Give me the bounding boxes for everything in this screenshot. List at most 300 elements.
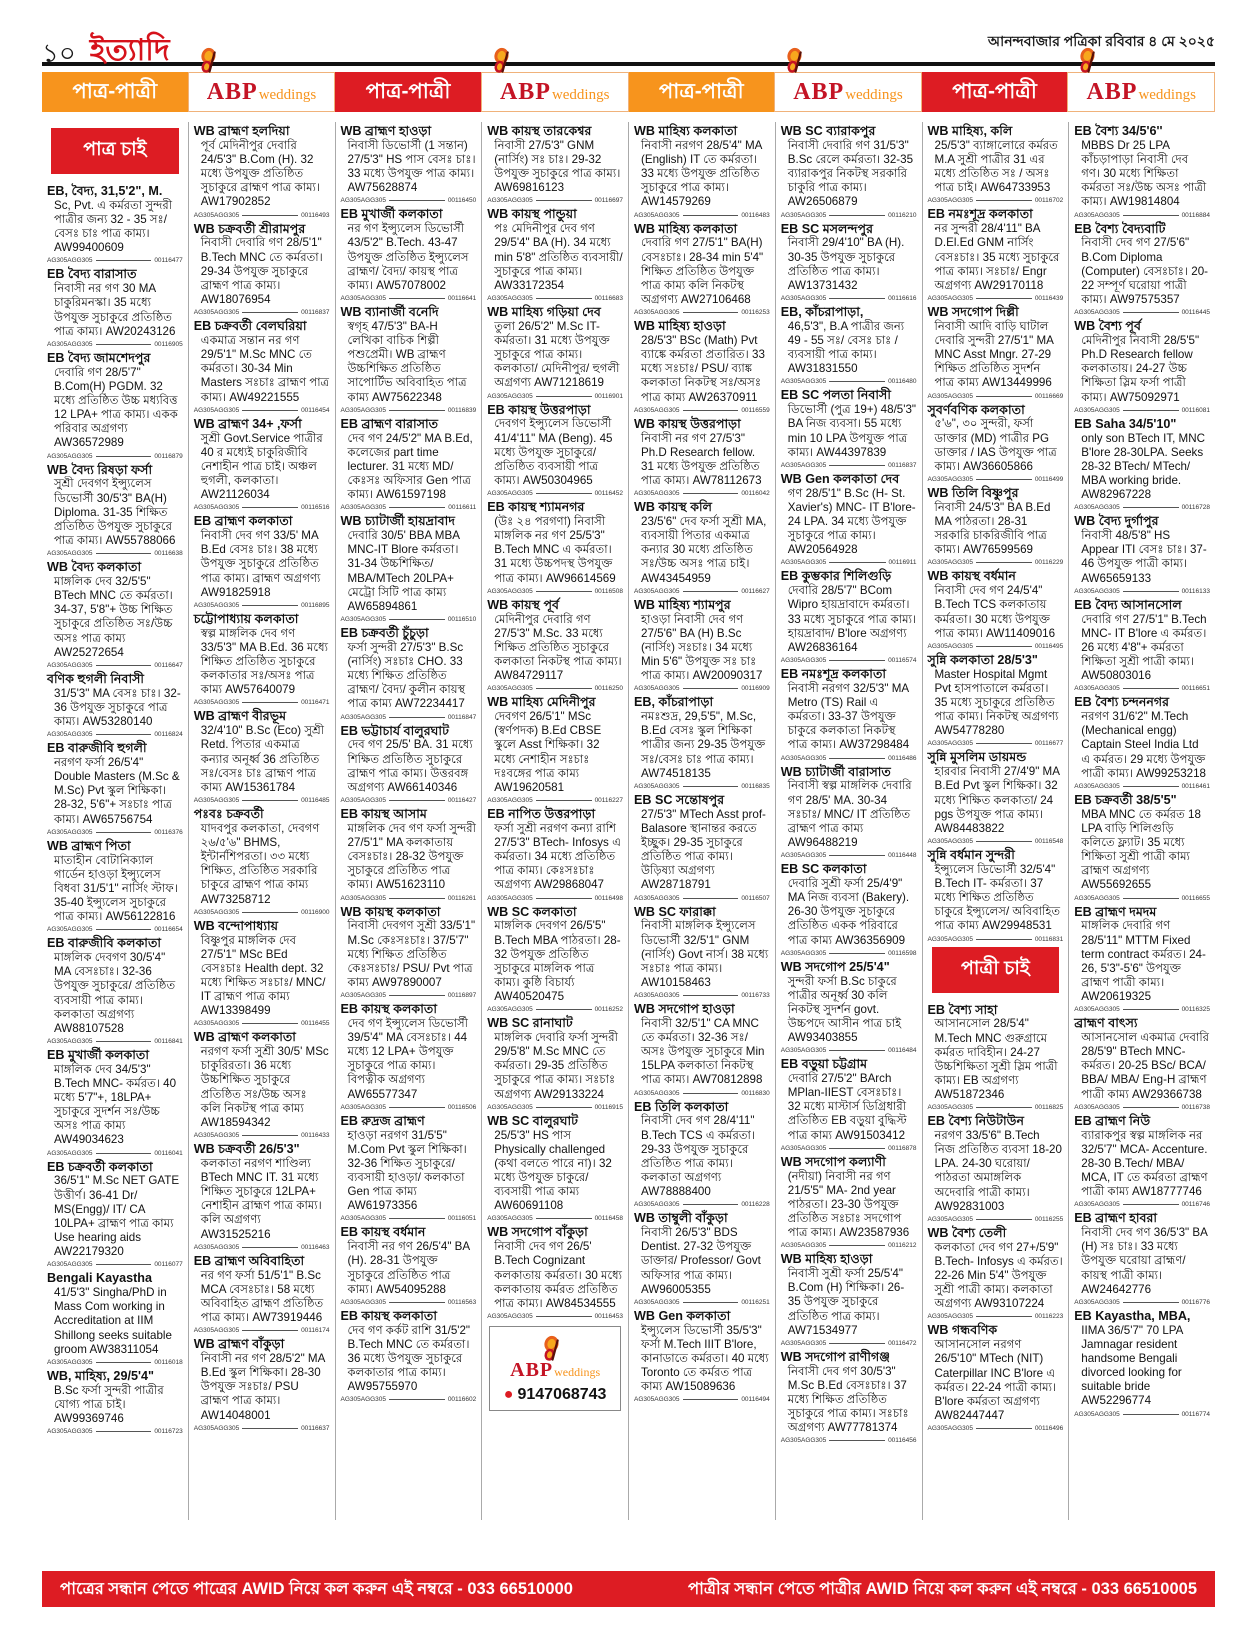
ad-agency-code: AG305AGG305 (47, 257, 93, 265)
ad-title: WB সদগোপ দিল্লী (927, 304, 1019, 319)
ad-agency-code: AG305AGG305 (47, 1037, 93, 1045)
ad-agency-code: AG305AGG305 (780, 1437, 827, 1445)
ad-agency-code: AG305AGG305 (1074, 1298, 1120, 1306)
ad-ref-number: 00116471 (301, 699, 330, 707)
ad-footer-rule (536, 493, 592, 494)
ad-agency-code: AG305AGG305 (47, 1149, 93, 1157)
ad-title: EB বড়ুয়া চট্টগ্রাম (780, 1057, 868, 1072)
banner-abp-weddings-logo (481, 72, 629, 112)
ad-footer-rule (683, 898, 739, 899)
ad-title: EB SC পলতা নিবাসী (780, 388, 891, 403)
classified-ad (634, 417, 770, 497)
ad-title: EB, কাঁচরাপাড়া (634, 695, 714, 710)
ad-title: WB কায়স্থ বর্ধমান (927, 569, 1016, 584)
ad-body-text: 32/4'10" B.Sc (Eco) সুশ্রী Retd. পিতার একমাত্র কন্যার অনূর্ধ্ব 36 প্রতিষ্ঠিত সঃ/বেসঃ চাঃ ব্রাহ্মণ পাত্র কাম্য AW15361784 (200, 724, 325, 794)
banner-row (42, 72, 1215, 112)
ad-footer-rule (1123, 215, 1179, 216)
ad-ref-number: 00116210 (888, 211, 917, 219)
classified-ad (487, 598, 623, 693)
ad-footer-rule (976, 1219, 1032, 1220)
ad-title: WB ব্রাহ্মণ পিতা (47, 838, 131, 853)
ad-footer-rule (389, 1399, 445, 1400)
ad-title: WB কায়স্থ পান্ডুয়া (487, 207, 577, 222)
weddings-logo-text: weddings (845, 86, 903, 103)
ad-ref-number: 00116493 (301, 211, 330, 219)
ad-ref-number: 00116456 (888, 1437, 917, 1445)
ad-body-text: নিবাসী দেব গণ 26/5' B.Tech Cognizant কলকাতায় কর্মরতা। 30 মধ্যে কলকাতায় কর্মরত প্রতিষ্ঠিত পাত্র কাম্য। AW84534555 (494, 1240, 623, 1310)
ad-agency-code: AG305AGG305 (780, 1339, 827, 1347)
ad-footer-rule (1123, 1009, 1179, 1010)
ad-title: EB চক্রবর্তী চুঁচুড়া (340, 625, 429, 640)
ad-body-text: নিবাসী নর গণ 27/5'3" Ph.D Research fellow. 31 মধ্যে উপযুক্ত প্রতিষ্ঠিত পাত্র কাম্য। AW78112673 (641, 431, 762, 487)
ad-ref-number: 00116252 (594, 1006, 623, 1014)
ad-footer (341, 197, 477, 204)
abp-weddings-wordmark (500, 79, 610, 106)
ad-title: WB গন্ধবণিক (927, 1323, 998, 1338)
ad-footer (1074, 1006, 1210, 1013)
ad-footer-rule (976, 939, 1032, 940)
ad-footer-rule (683, 493, 739, 494)
ad-footer (341, 714, 477, 721)
ad-title: WB কায়স্থ কলকাতা (340, 904, 441, 919)
classified-ad (1074, 1211, 1210, 1306)
ad-ref-number: 00116251 (741, 1298, 770, 1306)
ad-footer-rule (242, 215, 298, 216)
classified-ad (781, 1155, 917, 1250)
ad-agency-code: AG305AGG305 (927, 475, 974, 483)
ad-title: WB বন্দোপাধ্যায় (193, 918, 279, 933)
ad-body-text: নরগণ ফর্সা 26/5'4" Double Masters (M.Sc & M.Sc) Pvt স্কুল শিক্ষিকা। 28-32, 5'6"+ সঃচাঃ পাত্র কাম্য। AW65756754 (54, 755, 180, 826)
ad-body-text: হাওড়া নরগণ 31/5'5" M.Com Pvt স্কুল শিক্ষিকা। 32-36 শিক্ষিত সুচাকুরে/ ব্যবসায়ী হাওড়া/ কলকাতা Gen পাত্র কাম্য AW61973356 (347, 1128, 467, 1213)
classified-ad (47, 267, 183, 347)
ad-footer (634, 1299, 770, 1306)
ad-agency-code: AG305AGG305 (634, 1201, 680, 1209)
classified-ad (341, 1225, 477, 1305)
ad-agency-code: AG305AGG305 (487, 796, 533, 804)
ad-agency-code: AG305AGG305 (780, 754, 827, 762)
classified-ad (47, 351, 183, 460)
ad-agency-code: AG305AGG305 (634, 685, 680, 693)
ad-agency-code: AG305AGG305 (340, 504, 387, 512)
ad-footer-rule (96, 456, 152, 457)
ad-title: EB বৈশ্য সাহা (927, 1002, 998, 1017)
ad-title: WB ব্রাহ্মণ বীরভূম (193, 709, 287, 724)
ad-title: EB মুখার্জী কলকাতা (340, 207, 443, 222)
ad-body-text: নিবাসী দেব গণ 27/5'6" B.Com Diploma (Computer) বেসঃচাঃ। 20-22 সম্পূর্ণ ঘরোয়া পাত্রী কাম্য। AW97575357 (1081, 236, 1209, 306)
ad-title: WB চ্যাটার্জী হায়দ্রাবাদ (340, 514, 455, 529)
ad-footer-rule (96, 1431, 152, 1432)
ad-title: সুন্নি বর্ধমান সুন্দরী (927, 847, 1015, 862)
ad-footer-rule (389, 1218, 445, 1219)
ad-footer (487, 197, 623, 204)
ad-footer-rule (1123, 786, 1179, 787)
weddings-logo-text: weddings (1138, 86, 1196, 103)
ad-ref-number: 00116900 (301, 908, 330, 916)
ad-title: EB ব্রাহ্মণ নিউ (1074, 1113, 1151, 1128)
column-6 (775, 122, 922, 1520)
ad-title: EB রুদ্রজ ব্রাহ্মণ (340, 1113, 425, 1128)
ad-title: EB চক্রবর্তী কলকাতা (47, 1159, 153, 1174)
ad-ref-number: 00116774 (1181, 1410, 1210, 1418)
ad-title: WB SC ব্যারাকপুর (780, 124, 876, 138)
ad-footer (47, 550, 183, 557)
ad-footer (928, 838, 1064, 845)
classified-ad (194, 1254, 330, 1334)
classified-ad (47, 560, 183, 669)
ad-ref-number: 00116654 (154, 926, 183, 934)
ad-title: EB চক্রবর্তী 38/5'5" (1074, 792, 1177, 807)
ad-ref-number: 00116723 (154, 1428, 183, 1436)
ad-agency-code: AG305AGG305 (193, 796, 240, 804)
ad-title: WB সদগোপ কল্যাণী (780, 1154, 886, 1169)
ad-title: WB চক্রবর্তী 26/5'3" (193, 1142, 300, 1157)
ad-title: WB তিলি বিষ্ণুপুর (927, 485, 1019, 500)
classified-ad (781, 960, 917, 1055)
ad-footer (781, 657, 917, 664)
ad-ref-number: 00116507 (741, 894, 770, 902)
classified-ad (487, 500, 623, 595)
ad-footer-rule (683, 312, 739, 313)
ad-body-text: ইন্স্যুলেস ডিভোর্সী 35/5'3" ফর্সা M.Tech IIIT B'lore, কানাডাতে কর্মরতা। 40 মধ্যে Toronto তে কর্মরত পাত্র কাম্য AW15089636 (641, 1323, 769, 1394)
ad-agency-code: AG305AGG305 (487, 197, 533, 205)
ad-title: ব্রাহ্মণ বাৎস্য (1074, 1016, 1138, 1031)
ad-footer-rule (389, 200, 445, 201)
ad-footer (194, 602, 330, 609)
ad-footer-rule (96, 1153, 152, 1154)
ad-title: WB বৈদ্য রিষড়া ফর্সা (47, 462, 153, 477)
classified-ad (194, 514, 330, 609)
ad-footer (634, 992, 770, 999)
ad-footer-rule (96, 260, 152, 261)
ad-footer-rule (1123, 312, 1179, 313)
ad-footer (781, 378, 917, 385)
ad-title: WB ব্রাহ্মণ হাওড়া (340, 124, 432, 138)
ad-title: WB ব্রাহ্মণ কলকাতা (193, 1030, 296, 1045)
ad-footer (1074, 783, 1210, 790)
ad-ref-number: 00116831 (1034, 935, 1064, 943)
classified-ad (47, 672, 183, 738)
classified-ad (194, 1337, 330, 1432)
ad-footer-rule (683, 410, 739, 411)
ad-agency-code: AG305AGG305 (927, 559, 974, 567)
ad-title: WB বৈদ্য দুর্গাপুর (1074, 514, 1159, 529)
ad-ref-number: 00116677 (1034, 740, 1064, 748)
ad-footer-rule (536, 1009, 592, 1010)
ad-body-text: নিবাসী 27/5'3" GNM (নার্সিং) সঃ চাঃ। 29-32 উপযুক্ত সুচাকুরে পাত্র কাম্য। AW69816123 (494, 138, 621, 195)
ad-footer (47, 341, 183, 348)
column-8 (1068, 122, 1215, 1520)
ad-footer-rule (829, 660, 885, 661)
ad-footer (1074, 407, 1210, 414)
ad-footer (928, 1216, 1064, 1223)
banner-label: পাত্র-পাত্রী (659, 79, 744, 103)
ad-footer (194, 212, 330, 219)
ad-agency-code: AG305AGG305 (340, 1215, 387, 1223)
ad-footer-rule (96, 665, 152, 666)
ad-ref-number: 00116463 (301, 1243, 330, 1251)
ad-agency-code: AG305AGG305 (47, 661, 93, 669)
ad-ref-number: 00116477 (154, 257, 183, 265)
classified-ad (634, 124, 770, 219)
ad-footer (634, 588, 770, 595)
ad-title: EB বৈশ্য চন্দননগর (1074, 695, 1170, 710)
ad-agency-code: AG305AGG305 (340, 294, 387, 302)
ad-body-text: 46,5'3", B.A পাত্রীর জন্য 49 - 55 সঃ/ বেসঃ চাঃ /ব্যবসায়ী পাত্র কাম্য। AW31831550 (787, 319, 905, 376)
ad-footer-rule (389, 619, 445, 620)
ad-body-text: MBBS Dr 25 LPA কাঁচড়াপাড়া নিবাসী দেব গণ। 30 মধ্যে শিক্ষিতা কর্মরতা সঃ/উচ্চ অসঃ পাত্রী কাম্য। AW19814804 (1081, 138, 1207, 209)
ad-footer (194, 504, 330, 511)
ad-title: WB মাহিষ্য, কলি (927, 124, 1013, 138)
banner-patra-patri-5 (629, 72, 775, 112)
ad-agency-code: AG305AGG305 (780, 294, 827, 302)
ad-title: EB বারুজীবি কলকাতা (47, 936, 162, 951)
ad-body-text: যাদবপুর কলকাতা, দেবগণ ২৬/৫'৬" BHMS, ইন্টার্নশিপরতা। ৩৩ মধ্যে শিক্ষিত, প্রতিষ্ঠিত সরকারি চাকুরে ব্রাহ্মণ পাত্র কাম্য AW73258712 (200, 821, 320, 906)
ad-ref-number: 00116480 (888, 378, 917, 386)
ad-body-text: নমঃশুদ্র, 29,5'5", M.Sc, B.Ed বেসঃ স্কুল শিক্ষিকা পাত্রীর জন্য 29-35 উপযুক্ত সঃ/বেসঃ চাঃ পাত্র কাম্য। AW74518135 (641, 710, 766, 780)
ad-footer (634, 895, 770, 902)
ad-footer-rule (683, 1204, 739, 1205)
column-4 (481, 122, 628, 1520)
ad-ref-number: 00116498 (594, 894, 623, 902)
ad-agency-code: AG305AGG305 (927, 197, 974, 205)
ad-footer-rule (829, 465, 885, 466)
ad-footer (781, 852, 917, 859)
ad-footer (487, 490, 623, 497)
classified-ad (194, 709, 330, 804)
ad-body-text: 27/5'3" MTech Asst prof- Balasore স্থানান্তর করতে ইচ্ছুক। 29-35 সুচাকুরে প্রতিষ্ঠিত পাত্র কাম্য। উড়িষ্যা অগ্রগণ্য AW28718791 (641, 807, 766, 892)
ad-agency-code: AG305AGG305 (193, 1327, 240, 1335)
ad-title: WB ব্রাহ্মণ 34+ ,ফর্সা (193, 416, 302, 431)
classified-ad (928, 124, 1064, 204)
ad-title: WB চক্রবর্তী শ্রীরামপুর (193, 221, 306, 236)
classified-ad (928, 305, 1064, 400)
ad-footer-rule (829, 1050, 885, 1051)
ad-ref-number: 00116450 (447, 197, 477, 205)
classified-ad (1074, 319, 1210, 414)
ad-footer (47, 731, 183, 738)
ad-ref-number: 00116427 (447, 796, 477, 804)
ad-ref-number: 00116878 (888, 1144, 917, 1152)
ad-footer (487, 588, 623, 595)
bullet-icon: ● (503, 1386, 514, 1404)
ad-ref-number: 00116495 (1034, 642, 1064, 650)
ad-ref-number: 00116253 (741, 309, 770, 317)
ad-title: EB, বৈদ্য, 31,5'2", M. (47, 184, 163, 198)
page-number: ১০ (42, 38, 76, 68)
classified-ad (1074, 124, 1210, 219)
ad-footer (634, 1090, 770, 1097)
classified-ad (47, 839, 183, 934)
ad-body-text: পঃ মেদিনীপুর দেব গণ 29/5'4" BA (H). 34 মধ্যে min 5'8" প্রতিষ্ঠিত ব্যবসায়ী/ সুচাকুরে পাত্র কাম্য। AW33172354 (494, 222, 623, 292)
ad-agency-code: AG305AGG305 (634, 587, 680, 595)
ad-title: সুন্নি কলকাতা 28/5'3" (927, 652, 1038, 667)
ad-title: WB SC কলকাতা (487, 904, 577, 919)
ad-body-text: নিবাসী দেবারি গণ 28/5'1" B.Tech MNC তে কর্মরতা। 29-34 উপযুক্ত সুচাকুরে ব্রাহ্মণ পাত্র কাম্য। AW18076954 (200, 236, 323, 306)
classified-ad (341, 724, 477, 804)
ad-ref-number: 00116830 (741, 1089, 770, 1097)
ad-title: WB মাহিষ্য হাওড়া (634, 319, 726, 334)
ad-agency-code: AG305AGG305 (47, 340, 93, 348)
banner-patra-patri-3 (335, 72, 481, 112)
ad-ref-number: 00116454 (301, 406, 330, 414)
ad-agency-code: AG305AGG305 (780, 656, 827, 664)
ad-title: WB ব্রাহ্মণ বাঁকুড়া (193, 1337, 285, 1352)
classified-ad (341, 124, 477, 204)
ad-footer-rule (242, 1135, 298, 1136)
ad-body-text: নিবাসী 29/4'10" BA (H). 30-35 উপযুক্ত সুচাকুরে প্রতিষ্ঠিত পাত্র কাম্য। AW13731432 (787, 236, 905, 292)
ad-footer (781, 559, 917, 566)
ad-footer (487, 685, 623, 692)
classified-ad (634, 1309, 770, 1404)
ad-footer-rule (536, 396, 592, 397)
ad-body-text: নরগণ 33/5'6" B.Tech নিজ প্রতিষ্ঠিত ব্যবসা 18-20 LPA. 24-30 ঘরোয়া/ পাঠরতা অমাঙ্গলিক অদেবারি পাত্রী কাম্য। AW92831003 (934, 1129, 1062, 1213)
ad-title: EB কায়স্থ উত্তরপাড়া (487, 402, 591, 417)
ad-agency-code: AG305AGG305 (193, 1132, 240, 1140)
banner-patra-patri-1 (42, 72, 188, 112)
classified-ad (487, 1114, 623, 1223)
ad-body-text: দেবারি 28/5'7" BCom Wipro হায়দ্রাবাদে কর্মরতা। 33 মধ্যে সুচাকুরে পাত্র কাম্য। হায়দ্রাবাদ/ B'lore অগ্রগণ্য AW26836164 (787, 584, 917, 654)
ad-footer-rule (389, 1107, 445, 1108)
ad-agency-code: AG305AGG305 (1074, 504, 1120, 512)
ad-ref-number: 00116133 (1181, 587, 1210, 595)
ad-ref-number: 00116483 (741, 211, 770, 219)
ad-agency-code: AG305AGG305 (634, 406, 680, 414)
classified-ad (194, 612, 330, 707)
ad-title: WB মাহিষ্য গড়িয়া দেব (487, 304, 601, 319)
ad-footer (928, 643, 1064, 650)
ad-body-text: Master Hospital Mgmt Pvt হাসপাতালে কর্মরতা। 35 মধ্যে সুচাকুরে প্রতিষ্ঠিত পাত্র কাম্য। নিকটস্থ অগ্রগণ্য AW54778280 (934, 667, 1059, 738)
ad-ref-number: 00116229 (1034, 559, 1064, 567)
ad-agency-code: AG305AGG305 (340, 992, 387, 1000)
ad-ref-number: 00116458 (594, 1215, 623, 1223)
ad-body-text: (উঃ ২৪ পরগণা) নিবাসী মাঙ্গলিক নর গণ 25/5'3" B.Tech MNC এ কর্মরতা। 31 মধ্যে উচ্চপদস্থ উপযুক্ত পাত্র কাম্য। AW96614569 (494, 514, 616, 585)
classified-ad (781, 1252, 917, 1347)
ad-footer-rule (536, 688, 592, 689)
classified-ad (47, 1048, 183, 1157)
ad-footer (634, 212, 770, 219)
ad-footer-rule (829, 1440, 885, 1441)
ad-body-text: ইন্স্যুলেস ডিভোর্সী 32/5'4" B.Tech IT- কর্মরতা। 37 মধ্যে শিক্ষিত প্রতিষ্ঠিত চাকুরে ইন্স্যুলেস/ অবিবাহিত পাত্র কাম্য AW29948531 (934, 862, 1061, 933)
ad-ref-number: 00116837 (301, 309, 330, 317)
ad-footer-rule (1123, 898, 1179, 899)
ad-ref-number: 00116895 (301, 601, 330, 609)
ad-ref-number: 00116909 (741, 685, 770, 693)
ad-footer-rule (242, 800, 298, 801)
ad-agency-code: AG305AGG305 (487, 685, 533, 693)
ad-agency-code: AG305AGG305 (927, 1313, 974, 1321)
ad-footer (194, 1132, 330, 1139)
ad-agency-code: AG305AGG305 (634, 309, 680, 317)
classified-ad (928, 1003, 1064, 1112)
ad-body-text: 28/5'3" BSc (Math) Pvt ব্যাঙ্কে কর্মরতা প্রতারিত। 33 মধ্যে সঃচাঃ/ PSU/ ব্যাঙ্ক কলকাতা নিকটস্থ সঃ/অসঃ পাত্র কাম্য AW26370911 (641, 333, 765, 404)
ad-footer (1074, 1411, 1210, 1418)
ad-title: EB ব্রাহ্মণ দমদম (1074, 904, 1157, 919)
ad-agency-code: AG305AGG305 (487, 1215, 533, 1223)
ad-agency-code: AG305AGG305 (927, 935, 974, 943)
ad-title: WB চ্যাটার্জী বারাসাত (780, 764, 891, 779)
ad-footer (194, 909, 330, 916)
ad-body-text: আসানসোল নরগণ 26/5'10" MTech (NIT) Caterpillar INC B'lore এ কর্মরত। 22-24 পাত্রী কাম্য। B'lore কর্মরতা অগ্রগণ্য AW82447447 (934, 1338, 1057, 1423)
ad-body-text: নিবাসী 26/5'3" BDS Dentist. 27-32 উপযুক্ত ডাক্তার/ Professor/ Govt অফিসার পাত্র কাম্য। AW96005355 (641, 1226, 761, 1296)
classified-ad (634, 695, 770, 790)
ad-agency-code: AG305AGG305 (193, 211, 240, 219)
abp-logo-text: ABP (206, 78, 258, 105)
footer-contact-bar (42, 1571, 1215, 1607)
ad-footer-rule (976, 1428, 1032, 1429)
ad-body-text: মাঙ্গলিক দেবারি গণ 28/5'11" MTTM Fixed term contract কর্মরত। 24-26, 5'3"-5'6" উপযুক্ত ব্রাহ্মণ পাত্রী কাম্য। AW20619325 (1081, 919, 1206, 1004)
classified-ad (47, 1369, 183, 1435)
ad-ref-number: 00116837 (888, 461, 917, 469)
ad-agency-code: AG305AGG305 (927, 837, 974, 845)
ad-ref-number: 00116847 (447, 713, 477, 721)
ad-title: EB কায়স্থ কলকাতা (340, 1002, 437, 1017)
ad-footer (487, 1104, 623, 1111)
ad-title: EB SC কলকাতা (780, 862, 867, 877)
ad-title: EB ব্রাহ্মণ অবিবাহিতা (193, 1253, 305, 1268)
ad-body-text: দেবারি 27/5'2" BArch MPlan-IIEST বেসঃচাঃ। 32 মধ্যে মাস্টার্স ডিগ্রিধারী প্রতিষ্ঠিত EB বড়ুয়া বুদ্ধিস্ট পাত্র কাম্য AW91503412 (787, 1072, 907, 1142)
ad-agency-code: AG305AGG305 (193, 504, 240, 512)
ad-agency-code: AG305AGG305 (780, 461, 827, 469)
abp-weddings-wordmark (1086, 79, 1196, 106)
ad-agency-code: AG305AGG305 (1074, 1006, 1120, 1014)
ad-ref-number: 00116651 (1181, 685, 1210, 693)
ad-body-text: 25/5'3" ব্যাঙ্গালোরে কর্মরত M.A সুশ্রী পাত্রীর 31 এর মধ্যে প্রতিষ্ঠিত সঃ / অসঃ পাত্র চাই। AW64733953 (934, 138, 1058, 195)
ad-agency-code: AG305AGG305 (1074, 587, 1120, 595)
ad-title: WB সদগোপ হাওড়া (634, 1002, 735, 1017)
ad-ref-number: 00116776 (1181, 1298, 1210, 1306)
ad-footer-rule (389, 800, 445, 801)
ad-footer (781, 1242, 917, 1249)
ad-body-text: নিবাসী 48/5'8" HS Appear ITI বেসঃ চাঃ। 37-46 উপযুক্ত পাত্রী কাম্য। AW65659133 (1081, 529, 1207, 585)
classified-ad (487, 1225, 623, 1320)
ad-ref-number: 00116655 (1181, 894, 1210, 902)
ad-footer (928, 1313, 1064, 1320)
ad-ref-number: 00116611 (448, 504, 477, 512)
ad-footer-rule (536, 1218, 592, 1219)
ad-body-text: ডিভোর্সী (পুত্র 19+) 48/5'3" BA নিজ ব্যবসা। 55 মধ্যে min 10 LPA উপযুক্ত পাত্র কাম্য। AW44397839 (787, 403, 917, 459)
ad-footer-rule (242, 1428, 298, 1429)
ad-body-text: ৫'৬", ৩০ সুন্দরী, ফর্সা ডাক্তার (MD) পাত্রীর PG ডাক্তার / IAS উপযুক্ত পাত্র কাম্য। AW36605866 (934, 417, 1057, 473)
ad-footer (1074, 685, 1210, 692)
classified-ad (634, 793, 770, 902)
ad-footer (47, 1150, 183, 1157)
ad-agency-code: AG305AGG305 (634, 1396, 680, 1404)
butterfly-icon (783, 47, 813, 77)
ad-ref-number: 00116559 (741, 406, 770, 414)
classified-ad (341, 1309, 477, 1404)
ad-footer (1074, 504, 1210, 511)
ad-body-text: দেবারি গণ 27/5'1" BA(H) বেসঃচাঃ। 28-34 min 5'4" শিক্ষিত প্রতিষ্ঠিত উপযুক্ত পাত্র কাম্য কলি নিকটস্থ অগ্রগণ্য AW27106468 (641, 236, 764, 306)
ad-footer-rule (683, 688, 739, 689)
ad-footer-rule (683, 1093, 739, 1094)
ad-body-text: নিবাসী মাঙ্গলিক ইন্স্যুলেস ডিভোর্সী 32/5'1" GNM (নার্সিং) Govt নার্স। 38 মধ্যে সঃচাঃ পাত্র কাম্য। AW10158463 (641, 919, 769, 989)
classified-ad (928, 653, 1064, 748)
ad-footer-rule (1123, 1414, 1179, 1415)
ad-footer (781, 755, 917, 762)
ad-ref-number: 00116746 (1181, 1201, 1210, 1209)
classified-ad (781, 472, 917, 567)
banner-abp-weddings-logo (1067, 72, 1215, 112)
ad-agency-code: AG305AGG305 (193, 406, 240, 414)
ad-body-text: নিবাসী নরগণ 32/5'3" MA Metro (TS) Rail এ কর্মরতা। 33-37 উপযুক্ত চাকুরে কলকাতা নিকটস্থ পাত্র কাম্য। AW37298484 (787, 681, 910, 752)
ad-body-text: দেবগণ ইন্স্যুলেস ডিভোর্সী 41/4'11" MA (Beng). 45 মধ্যে উপযুক্ত সুচাকুরে/ প্রতিষ্ঠিত ব্যবসায়ী পাত্র কাম্য। AW50304965 (494, 417, 613, 487)
ad-title: EB, কাঁচরাপাড়া, (780, 304, 864, 319)
ad-ref-number: 00116602 (447, 1396, 477, 1404)
classified-ad (781, 1057, 917, 1152)
ad-ref-number: 00116697 (594, 197, 623, 205)
ad-agency-code: AG305AGG305 (1074, 1410, 1120, 1418)
ad-title: EB কায়স্থ বর্ধমান (340, 1225, 426, 1240)
